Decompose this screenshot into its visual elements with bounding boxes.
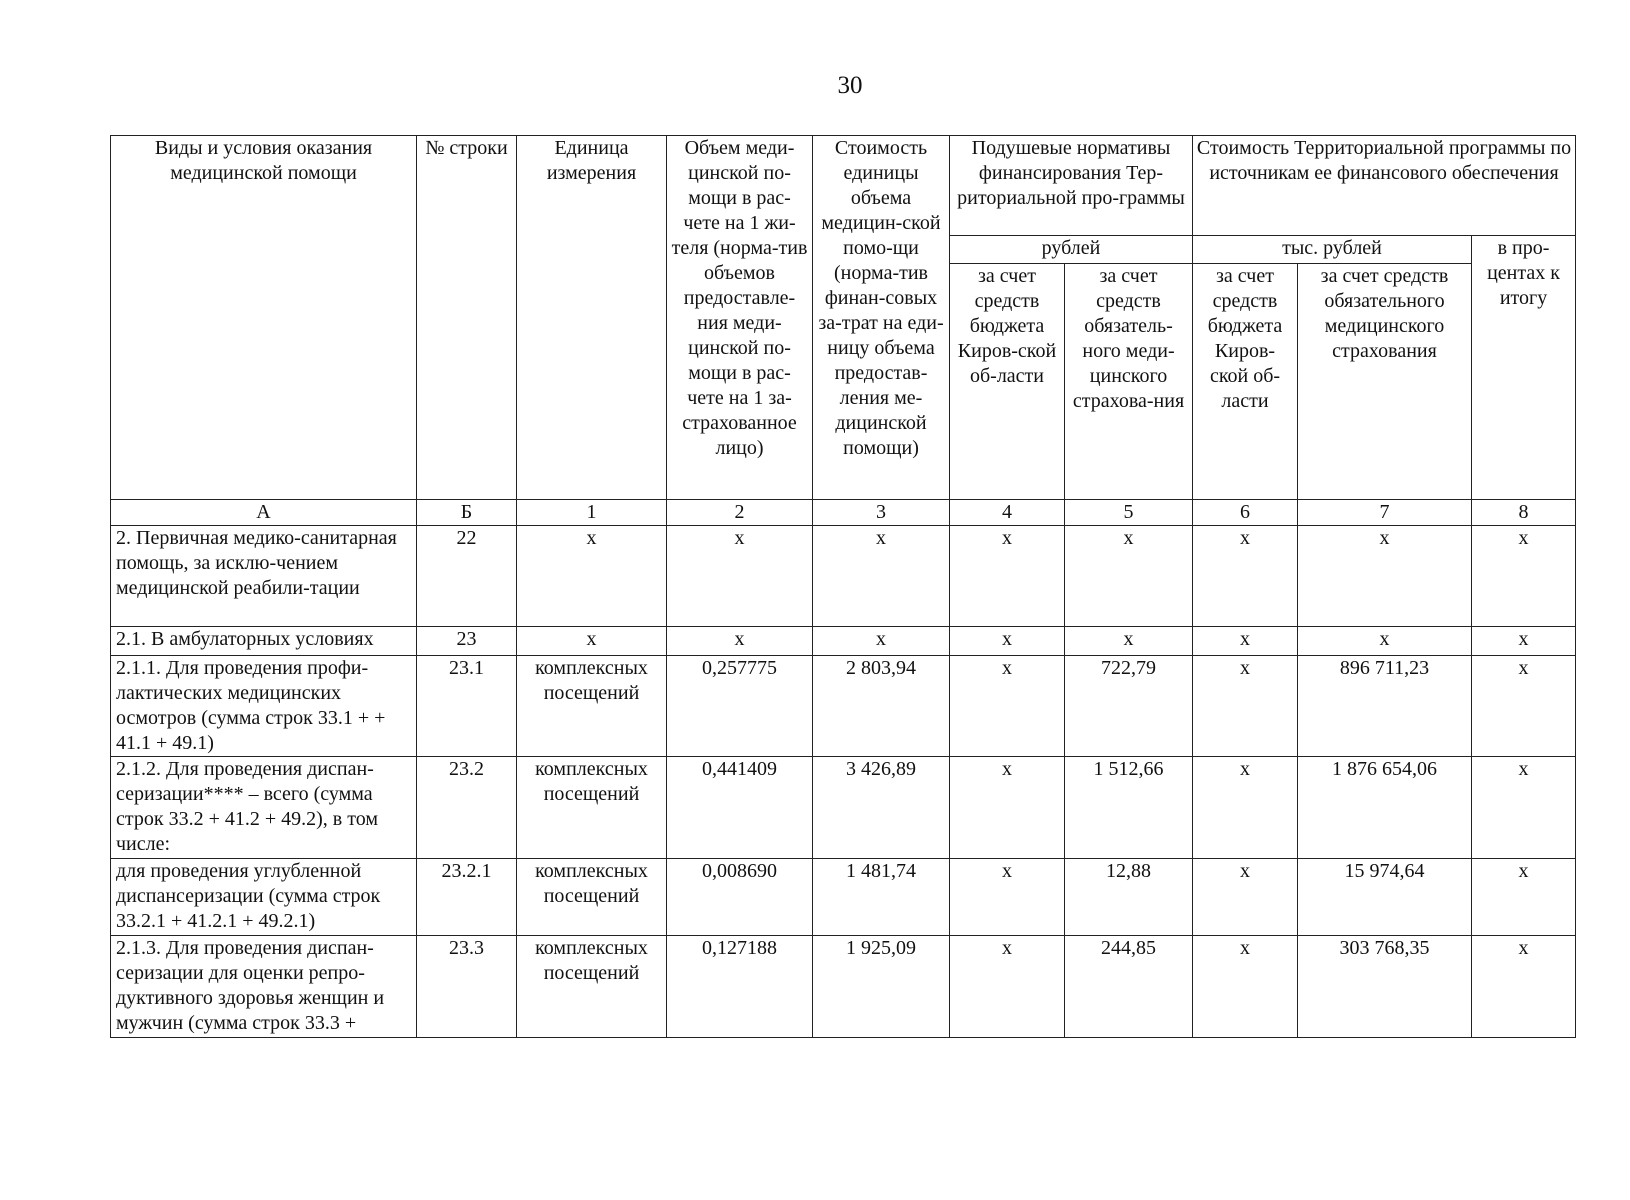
header-per-capita-group: Подушевые нормативы финансирования Тер-риториальной про-граммы	[950, 136, 1193, 236]
row-name: 2.1.3. Для проведения диспан-серизации для оценки репро-дуктивного здоровья женщин и мужчин (сумма строк 33.3 +	[111, 936, 417, 1038]
row-per-capita-budget: х	[950, 859, 1065, 936]
header-col-4: за счет средств бюджета Киров-ской об-ласти	[950, 264, 1065, 500]
row-name: 2. Первичная медико-санитарная помощь, за исклю-чением медицинской реабили-тации	[111, 526, 417, 627]
header-col-1: Единица измерения	[517, 136, 667, 500]
row-unit-cost: х	[813, 526, 950, 627]
row-unit-cost: 1 481,74	[813, 859, 950, 936]
header-col-7: за счет средств обязательного медицинского страхования	[1298, 264, 1472, 500]
row-line-number: 22	[417, 526, 517, 627]
row-percent: х	[1472, 757, 1576, 859]
table-row	[111, 526, 1576, 627]
row-cost-oms: 303 768,35	[1298, 936, 1472, 1038]
row-volume: 0,257775	[667, 656, 813, 757]
row-cost-budget: х	[1193, 656, 1298, 757]
row-per-capita-oms: 244,85	[1065, 936, 1193, 1038]
header-col-b: № строки	[417, 136, 517, 500]
header-unit-thousand-rub: тыс. рублей	[1193, 236, 1472, 264]
header-col-2: Объем меди-цинской по-мощи в рас-чете на 1 жи-теля (норма-тив объемов предоставле-ния меди-цинской по-мощи в рас-чете на 1 за-страхованное лицо)	[667, 136, 813, 500]
row-cost-oms: 896 711,23	[1298, 656, 1472, 757]
row-per-capita-oms: х	[1065, 526, 1193, 627]
row-unit-cost: 3 426,89	[813, 757, 950, 859]
index-cell: 6	[1193, 500, 1298, 526]
row-cost-budget: х	[1193, 526, 1298, 627]
row-unit: комплексных посещений	[517, 859, 667, 936]
row-line-number: 23.1	[417, 656, 517, 757]
row-cost-budget: х	[1193, 757, 1298, 859]
table-row	[111, 936, 1576, 1038]
row-unit: комплексных посещений	[517, 656, 667, 757]
row-volume: 0,127188	[667, 936, 813, 1038]
row-per-capita-oms: х	[1065, 627, 1193, 656]
row-cost-budget: х	[1193, 936, 1298, 1038]
row-volume: х	[667, 627, 813, 656]
index-cell: 5	[1065, 500, 1193, 526]
index-cell: А	[111, 500, 417, 526]
index-cell: 7	[1298, 500, 1472, 526]
row-per-capita-oms: 1 512,66	[1065, 757, 1193, 859]
row-cost-oms: х	[1298, 526, 1472, 627]
header-cost-group: Стоимость Территориальной программы по источникам ее финансового обеспечения	[1193, 136, 1576, 236]
row-line-number: 23.3	[417, 936, 517, 1038]
index-cell: 8	[1472, 500, 1576, 526]
table-row	[111, 656, 1576, 757]
index-cell: Б	[417, 500, 517, 526]
row-percent: х	[1472, 656, 1576, 757]
index-cell: 1	[517, 500, 667, 526]
header-col-3: Стоимость единицы объема медицин-ской помо-щи (норма-тив финан-совых за-трат на еди-ницу объема предостав-ления ме-дицинской помощи)	[813, 136, 950, 500]
column-index-row	[111, 500, 1576, 526]
row-percent: х	[1472, 936, 1576, 1038]
row-cost-oms: х	[1298, 627, 1472, 656]
index-cell: 2	[667, 500, 813, 526]
row-cost-oms: 1 876 654,06	[1298, 757, 1472, 859]
row-unit: комплексных посещений	[517, 936, 667, 1038]
row-name: для проведения углубленной диспансеризации (сумма строк 33.2.1 + 41.2.1 + 49.2.1)	[111, 859, 417, 936]
row-percent: х	[1472, 627, 1576, 656]
row-unit-cost: 1 925,09	[813, 936, 950, 1038]
page-number: 30	[837, 72, 863, 99]
row-unit: х	[517, 627, 667, 656]
row-per-capita-budget: х	[950, 656, 1065, 757]
row-per-capita-oms: 12,88	[1065, 859, 1193, 936]
index-cell: 4	[950, 500, 1065, 526]
table-row	[111, 757, 1576, 859]
header-row-1	[111, 136, 1576, 236]
row-unit: комплексных посещений	[517, 757, 667, 859]
row-per-capita-budget: х	[950, 627, 1065, 656]
row-per-capita-budget: х	[950, 526, 1065, 627]
table-row	[111, 859, 1576, 936]
row-volume: 0,441409	[667, 757, 813, 859]
table-row	[111, 627, 1576, 656]
row-line-number: 23	[417, 627, 517, 656]
row-cost-oms: 15 974,64	[1298, 859, 1472, 936]
financing-table	[110, 135, 1576, 1038]
header-unit-rub: рублей	[950, 236, 1193, 264]
row-line-number: 23.2.1	[417, 859, 517, 936]
header-col-5: за счет средств обязатель-ного меди-цинского страхова-ния	[1065, 264, 1193, 500]
row-cost-budget: х	[1193, 859, 1298, 936]
header-col-8: в про-центах к итогу	[1472, 236, 1576, 500]
row-line-number: 23.2	[417, 757, 517, 859]
row-volume: 0,008690	[667, 859, 813, 936]
row-volume: х	[667, 526, 813, 627]
row-per-capita-budget: х	[950, 757, 1065, 859]
row-name: 2.1.1. Для проведения профи-лактических медицинских осмотров (сумма строк 33.1 + + 41.1 + 49.1)	[111, 656, 417, 757]
header-col-a: Виды и условия оказания медицинской помощи	[111, 136, 417, 500]
row-unit-cost: х	[813, 627, 950, 656]
row-per-capita-oms: 722,79	[1065, 656, 1193, 757]
row-name: 2.1. В амбулаторных условиях	[111, 627, 417, 656]
row-name: 2.1.2. Для проведения диспан-серизации**** – всего (сумма строк 33.2 + 41.2 + 49.2), в том числе:	[111, 757, 417, 859]
row-percent: х	[1472, 859, 1576, 936]
header-col-6: за счет средств бюджета Киров-ской об-ласти	[1193, 264, 1298, 500]
row-unit-cost: 2 803,94	[813, 656, 950, 757]
row-percent: х	[1472, 526, 1576, 627]
row-cost-budget: х	[1193, 627, 1298, 656]
row-unit: х	[517, 526, 667, 627]
index-cell: 3	[813, 500, 950, 526]
row-per-capita-budget: х	[950, 936, 1065, 1038]
